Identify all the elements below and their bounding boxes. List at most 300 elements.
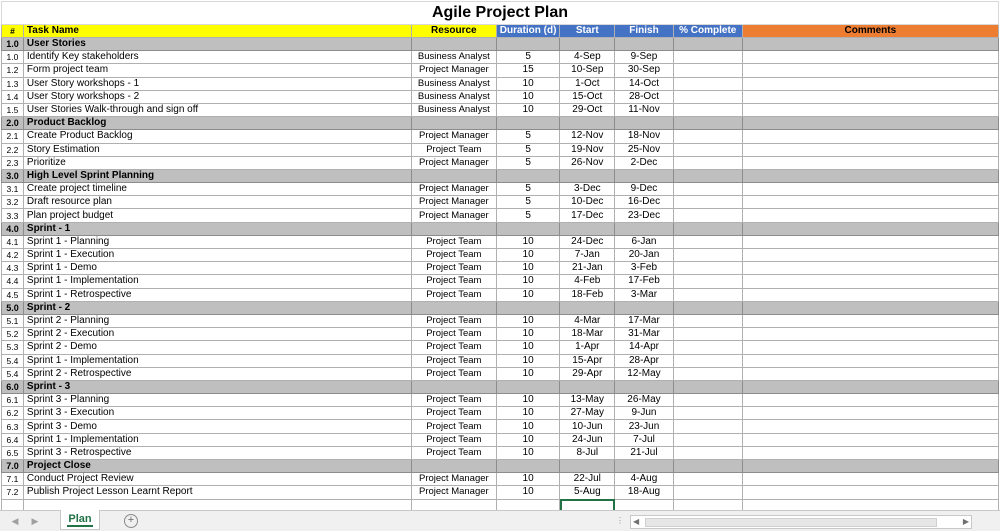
task-comments-cell[interactable] bbox=[742, 341, 998, 354]
task-resource-cell[interactable]: Project Team bbox=[411, 314, 496, 327]
task-resource-cell[interactable]: Project Team bbox=[411, 341, 496, 354]
task-comments-cell[interactable] bbox=[742, 354, 998, 367]
task-finish-date-cell[interactable]: 2-Dec bbox=[615, 156, 674, 169]
task-duration-cell[interactable]: 5 bbox=[496, 130, 560, 143]
section-finish-date-cell[interactable] bbox=[615, 380, 674, 393]
task-duration-cell[interactable]: 10 bbox=[496, 103, 560, 116]
task-start-date-cell[interactable]: 22-Jul bbox=[560, 473, 615, 486]
task-row-number-cell[interactable]: 1.3 bbox=[2, 77, 24, 90]
task-comments-cell[interactable] bbox=[742, 288, 998, 301]
task-resource-cell[interactable]: Project Team bbox=[411, 354, 496, 367]
task-comments-cell[interactable] bbox=[742, 328, 998, 341]
task-duration-cell[interactable]: 10 bbox=[496, 235, 560, 248]
task-resource-cell[interactable]: Project Manager bbox=[411, 209, 496, 222]
task-finish-date-cell[interactable]: 16-Dec bbox=[615, 196, 674, 209]
task-comments-cell[interactable] bbox=[742, 275, 998, 288]
task-duration-cell[interactable]: 10 bbox=[496, 394, 560, 407]
selected-cell[interactable] bbox=[560, 499, 615, 510]
task-finish-date-cell[interactable]: 26-May bbox=[615, 394, 674, 407]
task-percent-complete-cell[interactable] bbox=[673, 156, 742, 169]
task-finish-date-cell[interactable]: 25-Nov bbox=[615, 143, 674, 156]
task-start-date-cell[interactable]: 5-Aug bbox=[560, 486, 615, 499]
task-row-number-cell[interactable]: 2.2 bbox=[2, 143, 24, 156]
section-percent-complete-cell[interactable] bbox=[673, 301, 742, 314]
task-percent-complete-cell[interactable] bbox=[673, 209, 742, 222]
section-resource-cell[interactable] bbox=[411, 380, 496, 393]
task-start-date-cell[interactable]: 10-Dec bbox=[560, 196, 615, 209]
task-row-number-cell[interactable]: 3.1 bbox=[2, 183, 24, 196]
section-start-date-cell[interactable] bbox=[560, 380, 615, 393]
cell[interactable] bbox=[496, 499, 560, 510]
task-comments-cell[interactable] bbox=[742, 407, 998, 420]
task-resource-cell[interactable]: Business Analyst bbox=[411, 103, 496, 116]
task-finish-date-cell[interactable]: 17-Feb bbox=[615, 275, 674, 288]
task-percent-complete-cell[interactable] bbox=[673, 77, 742, 90]
task-percent-complete-cell[interactable] bbox=[673, 446, 742, 459]
task-start-date-cell[interactable]: 27-May bbox=[560, 407, 615, 420]
task-resource-cell[interactable]: Project Team bbox=[411, 367, 496, 380]
section-comments-cell[interactable] bbox=[742, 301, 998, 314]
task-row-number-cell[interactable]: 6.2 bbox=[2, 407, 24, 420]
task-resource-cell[interactable]: Project Manager bbox=[411, 183, 496, 196]
task-resource-cell[interactable]: Project Team bbox=[411, 262, 496, 275]
task-comments-cell[interactable] bbox=[742, 130, 998, 143]
task-task-name-cell[interactable]: Prioritize bbox=[23, 156, 411, 169]
task-task-name-cell[interactable]: Create Product Backlog bbox=[23, 130, 411, 143]
task-row-number-cell[interactable]: 4.3 bbox=[2, 262, 24, 275]
section-finish-date-cell[interactable] bbox=[615, 169, 674, 182]
task-resource-cell[interactable]: Business Analyst bbox=[411, 51, 496, 64]
section-comments-cell[interactable] bbox=[742, 169, 998, 182]
task-task-name-cell[interactable]: Sprint 1 - Planning bbox=[23, 235, 411, 248]
scroll-left-icon[interactable]: ◀ bbox=[633, 517, 640, 526]
task-finish-date-cell[interactable]: 14-Apr bbox=[615, 341, 674, 354]
task-resource-cell[interactable]: Project Team bbox=[411, 420, 496, 433]
section-row-number-cell[interactable]: 4.0 bbox=[2, 222, 24, 235]
task-percent-complete-cell[interactable] bbox=[673, 341, 742, 354]
task-row-number-cell[interactable]: 2.1 bbox=[2, 130, 24, 143]
section-duration-cell[interactable] bbox=[496, 460, 560, 473]
task-percent-complete-cell[interactable] bbox=[673, 354, 742, 367]
section-row-number-cell[interactable]: 6.0 bbox=[2, 380, 24, 393]
task-task-name-cell[interactable]: Sprint 2 - Retrospective bbox=[23, 367, 411, 380]
section-resource-cell[interactable] bbox=[411, 38, 496, 51]
task-row-number-cell[interactable]: 5.3 bbox=[2, 341, 24, 354]
task-comments-cell[interactable] bbox=[742, 77, 998, 90]
task-task-name-cell[interactable]: Identify Key stakeholders bbox=[23, 51, 411, 64]
task-percent-complete-cell[interactable] bbox=[673, 367, 742, 380]
task-comments-cell[interactable] bbox=[742, 103, 998, 116]
task-duration-cell[interactable]: 5 bbox=[496, 209, 560, 222]
task-percent-complete-cell[interactable] bbox=[673, 103, 742, 116]
task-duration-cell[interactable]: 15 bbox=[496, 64, 560, 77]
horizontal-scrollbar[interactable] bbox=[630, 515, 972, 529]
task-resource-cell[interactable]: Project Team bbox=[411, 249, 496, 262]
task-resource-cell[interactable]: Project Team bbox=[411, 275, 496, 288]
task-resource-cell[interactable]: Business Analyst bbox=[411, 90, 496, 103]
task-duration-cell[interactable]: 10 bbox=[496, 407, 560, 420]
task-resource-cell[interactable]: Project Team bbox=[411, 288, 496, 301]
task-duration-cell[interactable]: 5 bbox=[496, 183, 560, 196]
task-finish-date-cell[interactable]: 23-Jun bbox=[615, 420, 674, 433]
section-comments-cell[interactable] bbox=[742, 117, 998, 130]
task-row-number-cell[interactable]: 1.5 bbox=[2, 103, 24, 116]
task-duration-cell[interactable]: 5 bbox=[496, 143, 560, 156]
header-duration[interactable]: Duration (d) bbox=[496, 25, 560, 38]
task-row-number-cell[interactable]: 5.4 bbox=[2, 367, 24, 380]
task-start-date-cell[interactable]: 10-Sep bbox=[560, 64, 615, 77]
task-duration-cell[interactable]: 10 bbox=[496, 328, 560, 341]
task-comments-cell[interactable] bbox=[742, 367, 998, 380]
task-task-name-cell[interactable]: Sprint 3 - Execution bbox=[23, 407, 411, 420]
scrollbar-thumb[interactable] bbox=[645, 518, 937, 527]
task-row-number-cell[interactable]: 6.1 bbox=[2, 394, 24, 407]
task-finish-date-cell[interactable]: 18-Aug bbox=[615, 486, 674, 499]
task-start-date-cell[interactable]: 29-Oct bbox=[560, 103, 615, 116]
task-task-name-cell[interactable]: Publish Project Lesson Learnt Report bbox=[23, 486, 411, 499]
task-task-name-cell[interactable]: Sprint 3 - Retrospective bbox=[23, 446, 411, 459]
task-task-name-cell[interactable]: Sprint 1 - Implementation bbox=[23, 354, 411, 367]
task-task-name-cell[interactable]: Sprint 1 - Implementation bbox=[23, 275, 411, 288]
task-finish-date-cell[interactable]: 30-Sep bbox=[615, 64, 674, 77]
task-resource-cell[interactable]: Project Manager bbox=[411, 486, 496, 499]
task-duration-cell[interactable]: 10 bbox=[496, 314, 560, 327]
task-percent-complete-cell[interactable] bbox=[673, 143, 742, 156]
task-percent-complete-cell[interactable] bbox=[673, 196, 742, 209]
task-duration-cell[interactable]: 10 bbox=[496, 420, 560, 433]
cell[interactable] bbox=[2, 499, 24, 510]
task-finish-date-cell[interactable]: 21-Jul bbox=[615, 446, 674, 459]
task-task-name-cell[interactable]: Plan project budget bbox=[23, 209, 411, 222]
task-start-date-cell[interactable]: 15-Apr bbox=[560, 354, 615, 367]
section-resource-cell[interactable] bbox=[411, 169, 496, 182]
task-resource-cell[interactable]: Project Team bbox=[411, 143, 496, 156]
header-num[interactable]: # bbox=[2, 25, 24, 38]
task-row-number-cell[interactable]: 6.5 bbox=[2, 446, 24, 459]
task-resource-cell[interactable]: Project Manager bbox=[411, 473, 496, 486]
section-task-name-cell[interactable]: Project Close bbox=[23, 460, 411, 473]
task-duration-cell[interactable]: 10 bbox=[496, 446, 560, 459]
section-resource-cell[interactable] bbox=[411, 117, 496, 130]
sheet-tab-plan[interactable]: Plan bbox=[60, 510, 100, 530]
section-duration-cell[interactable] bbox=[496, 117, 560, 130]
triangle-right-icon[interactable]: ▶ bbox=[31, 516, 39, 526]
task-comments-cell[interactable] bbox=[742, 64, 998, 77]
task-task-name-cell[interactable]: Sprint 3 - Planning bbox=[23, 394, 411, 407]
task-comments-cell[interactable] bbox=[742, 156, 998, 169]
header-finish[interactable]: Finish bbox=[615, 25, 674, 38]
task-start-date-cell[interactable]: 21-Jan bbox=[560, 262, 615, 275]
task-start-date-cell[interactable]: 26-Nov bbox=[560, 156, 615, 169]
section-percent-complete-cell[interactable] bbox=[673, 117, 742, 130]
section-task-name-cell[interactable]: High Level Sprint Planning bbox=[23, 169, 411, 182]
task-start-date-cell[interactable]: 13-May bbox=[560, 394, 615, 407]
task-duration-cell[interactable]: 5 bbox=[496, 156, 560, 169]
task-percent-complete-cell[interactable] bbox=[673, 328, 742, 341]
task-start-date-cell[interactable]: 7-Jan bbox=[560, 249, 615, 262]
section-comments-cell[interactable] bbox=[742, 222, 998, 235]
task-finish-date-cell[interactable]: 31-Mar bbox=[615, 328, 674, 341]
section-row-number-cell[interactable]: 5.0 bbox=[2, 301, 24, 314]
section-task-name-cell[interactable]: User Stories bbox=[23, 38, 411, 51]
task-finish-date-cell[interactable]: 20-Jan bbox=[615, 249, 674, 262]
task-resource-cell[interactable]: Project Manager bbox=[411, 156, 496, 169]
cell[interactable] bbox=[673, 499, 742, 510]
task-start-date-cell[interactable]: 1-Apr bbox=[560, 341, 615, 354]
task-finish-date-cell[interactable]: 23-Dec bbox=[615, 209, 674, 222]
task-comments-cell[interactable] bbox=[742, 249, 998, 262]
task-start-date-cell[interactable]: 18-Mar bbox=[560, 328, 615, 341]
task-finish-date-cell[interactable]: 6-Jan bbox=[615, 235, 674, 248]
task-start-date-cell[interactable]: 29-Apr bbox=[560, 367, 615, 380]
task-task-name-cell[interactable]: Sprint 2 - Execution bbox=[23, 328, 411, 341]
section-finish-date-cell[interactable] bbox=[615, 117, 674, 130]
task-row-number-cell[interactable]: 4.4 bbox=[2, 275, 24, 288]
cell[interactable] bbox=[615, 499, 674, 510]
task-finish-date-cell[interactable]: 9-Dec bbox=[615, 183, 674, 196]
task-start-date-cell[interactable]: 4-Mar bbox=[560, 314, 615, 327]
task-percent-complete-cell[interactable] bbox=[673, 183, 742, 196]
section-row-number-cell[interactable]: 3.0 bbox=[2, 169, 24, 182]
section-start-date-cell[interactable] bbox=[560, 301, 615, 314]
task-duration-cell[interactable]: 5 bbox=[496, 196, 560, 209]
triangle-left-icon[interactable]: ◀ bbox=[11, 516, 19, 526]
task-task-name-cell[interactable]: Sprint 1 - Demo bbox=[23, 262, 411, 275]
task-duration-cell[interactable]: 10 bbox=[496, 90, 560, 103]
task-start-date-cell[interactable]: 24-Jun bbox=[560, 433, 615, 446]
task-task-name-cell[interactable]: Sprint 2 - Planning bbox=[23, 314, 411, 327]
task-task-name-cell[interactable]: Story Estimation bbox=[23, 143, 411, 156]
task-row-number-cell[interactable]: 5.4 bbox=[2, 354, 24, 367]
header-start[interactable]: Start bbox=[560, 25, 615, 38]
task-finish-date-cell[interactable]: 12-May bbox=[615, 367, 674, 380]
task-comments-cell[interactable] bbox=[742, 209, 998, 222]
task-resource-cell[interactable]: Project Team bbox=[411, 235, 496, 248]
section-resource-cell[interactable] bbox=[411, 222, 496, 235]
task-percent-complete-cell[interactable] bbox=[673, 433, 742, 446]
task-start-date-cell[interactable]: 8-Jul bbox=[560, 446, 615, 459]
task-finish-date-cell[interactable]: 17-Mar bbox=[615, 314, 674, 327]
cell[interactable] bbox=[742, 499, 998, 510]
section-percent-complete-cell[interactable] bbox=[673, 169, 742, 182]
task-task-name-cell[interactable]: Form project team bbox=[23, 64, 411, 77]
task-start-date-cell[interactable]: 4-Feb bbox=[560, 275, 615, 288]
task-percent-complete-cell[interactable] bbox=[673, 394, 742, 407]
page-title[interactable]: Agile Project Plan bbox=[2, 2, 999, 25]
task-comments-cell[interactable] bbox=[742, 183, 998, 196]
task-row-number-cell[interactable]: 6.4 bbox=[2, 433, 24, 446]
task-task-name-cell[interactable]: Sprint 1 - Execution bbox=[23, 249, 411, 262]
task-duration-cell[interactable]: 10 bbox=[496, 433, 560, 446]
task-finish-date-cell[interactable]: 18-Nov bbox=[615, 130, 674, 143]
task-task-name-cell[interactable]: Draft resource plan bbox=[23, 196, 411, 209]
task-row-number-cell[interactable]: 5.1 bbox=[2, 314, 24, 327]
task-resource-cell[interactable]: Project Team bbox=[411, 407, 496, 420]
task-percent-complete-cell[interactable] bbox=[673, 51, 742, 64]
task-comments-cell[interactable] bbox=[742, 473, 998, 486]
section-start-date-cell[interactable] bbox=[560, 169, 615, 182]
task-percent-complete-cell[interactable] bbox=[673, 249, 742, 262]
task-task-name-cell[interactable]: Sprint 1 - Implementation bbox=[23, 433, 411, 446]
task-duration-cell[interactable]: 10 bbox=[496, 367, 560, 380]
task-start-date-cell[interactable]: 3-Dec bbox=[560, 183, 615, 196]
task-start-date-cell[interactable]: 19-Nov bbox=[560, 143, 615, 156]
section-comments-cell[interactable] bbox=[742, 38, 998, 51]
task-start-date-cell[interactable]: 1-Oct bbox=[560, 77, 615, 90]
section-duration-cell[interactable] bbox=[496, 38, 560, 51]
section-row-number-cell[interactable]: 2.0 bbox=[2, 117, 24, 130]
task-row-number-cell[interactable]: 1.2 bbox=[2, 64, 24, 77]
task-percent-complete-cell[interactable] bbox=[673, 486, 742, 499]
task-resource-cell[interactable]: Project Team bbox=[411, 446, 496, 459]
task-comments-cell[interactable] bbox=[742, 196, 998, 209]
task-duration-cell[interactable]: 10 bbox=[496, 249, 560, 262]
task-row-number-cell[interactable]: 6.3 bbox=[2, 420, 24, 433]
task-row-number-cell[interactable]: 2.3 bbox=[2, 156, 24, 169]
task-percent-complete-cell[interactable] bbox=[673, 420, 742, 433]
task-resource-cell[interactable]: Project Team bbox=[411, 328, 496, 341]
task-finish-date-cell[interactable]: 14-Oct bbox=[615, 77, 674, 90]
section-finish-date-cell[interactable] bbox=[615, 38, 674, 51]
section-duration-cell[interactable] bbox=[496, 301, 560, 314]
section-start-date-cell[interactable] bbox=[560, 38, 615, 51]
ellipsis-vertical-icon[interactable]: ⋮ bbox=[616, 516, 624, 525]
task-row-number-cell[interactable]: 4.1 bbox=[2, 235, 24, 248]
task-resource-cell[interactable]: Business Analyst bbox=[411, 77, 496, 90]
task-resource-cell[interactable]: Project Team bbox=[411, 433, 496, 446]
task-comments-cell[interactable] bbox=[742, 143, 998, 156]
task-finish-date-cell[interactable]: 3-Mar bbox=[615, 288, 674, 301]
section-duration-cell[interactable] bbox=[496, 222, 560, 235]
task-finish-date-cell[interactable]: 28-Apr bbox=[615, 354, 674, 367]
section-percent-complete-cell[interactable] bbox=[673, 222, 742, 235]
task-comments-cell[interactable] bbox=[742, 420, 998, 433]
spreadsheet-grid[interactable] bbox=[1, 1, 999, 510]
section-resource-cell[interactable] bbox=[411, 460, 496, 473]
task-duration-cell[interactable]: 10 bbox=[496, 486, 560, 499]
task-row-number-cell[interactable]: 4.5 bbox=[2, 288, 24, 301]
task-start-date-cell[interactable]: 15-Oct bbox=[560, 90, 615, 103]
task-percent-complete-cell[interactable] bbox=[673, 314, 742, 327]
task-comments-cell[interactable] bbox=[742, 262, 998, 275]
section-task-name-cell[interactable]: Product Backlog bbox=[23, 117, 411, 130]
task-percent-complete-cell[interactable] bbox=[673, 407, 742, 420]
task-resource-cell[interactable]: Project Team bbox=[411, 394, 496, 407]
task-comments-cell[interactable] bbox=[742, 486, 998, 499]
section-task-name-cell[interactable]: Sprint - 1 bbox=[23, 222, 411, 235]
section-percent-complete-cell[interactable] bbox=[673, 460, 742, 473]
section-finish-date-cell[interactable] bbox=[615, 460, 674, 473]
task-percent-complete-cell[interactable] bbox=[673, 262, 742, 275]
section-start-date-cell[interactable] bbox=[560, 460, 615, 473]
header-task-name[interactable]: Task Name bbox=[23, 25, 411, 38]
task-comments-cell[interactable] bbox=[742, 235, 998, 248]
header-percent-complete[interactable]: % Complete bbox=[673, 25, 742, 38]
task-resource-cell[interactable]: Project Manager bbox=[411, 196, 496, 209]
task-start-date-cell[interactable]: 12-Nov bbox=[560, 130, 615, 143]
task-comments-cell[interactable] bbox=[742, 51, 998, 64]
section-comments-cell[interactable] bbox=[742, 460, 998, 473]
task-comments-cell[interactable] bbox=[742, 394, 998, 407]
cell[interactable] bbox=[411, 499, 496, 510]
scroll-right-icon[interactable]: ▶ bbox=[962, 517, 969, 526]
task-finish-date-cell[interactable]: 4-Aug bbox=[615, 473, 674, 486]
task-task-name-cell[interactable]: Sprint 1 - Retrospective bbox=[23, 288, 411, 301]
task-row-number-cell[interactable]: 1.0 bbox=[2, 51, 24, 64]
task-finish-date-cell[interactable]: 9-Sep bbox=[615, 51, 674, 64]
section-percent-complete-cell[interactable] bbox=[673, 380, 742, 393]
task-duration-cell[interactable]: 10 bbox=[496, 288, 560, 301]
header-comments[interactable]: Comments bbox=[742, 25, 998, 38]
section-row-number-cell[interactable]: 1.0 bbox=[2, 38, 24, 51]
section-duration-cell[interactable] bbox=[496, 169, 560, 182]
task-task-name-cell[interactable]: User Story workshops - 1 bbox=[23, 77, 411, 90]
task-task-name-cell[interactable]: Sprint 2 - Demo bbox=[23, 341, 411, 354]
section-row-number-cell[interactable]: 7.0 bbox=[2, 460, 24, 473]
section-finish-date-cell[interactable] bbox=[615, 222, 674, 235]
task-start-date-cell[interactable]: 18-Feb bbox=[560, 288, 615, 301]
task-row-number-cell[interactable]: 7.2 bbox=[2, 486, 24, 499]
task-duration-cell[interactable]: 10 bbox=[496, 77, 560, 90]
task-comments-cell[interactable] bbox=[742, 90, 998, 103]
task-task-name-cell[interactable]: Create project timeline bbox=[23, 183, 411, 196]
task-row-number-cell[interactable]: 3.3 bbox=[2, 209, 24, 222]
task-duration-cell[interactable]: 10 bbox=[496, 275, 560, 288]
task-comments-cell[interactable] bbox=[742, 314, 998, 327]
section-resource-cell[interactable] bbox=[411, 301, 496, 314]
task-percent-complete-cell[interactable] bbox=[673, 130, 742, 143]
plus-circle-icon[interactable]: + bbox=[124, 514, 138, 528]
section-start-date-cell[interactable] bbox=[560, 222, 615, 235]
task-duration-cell[interactable]: 10 bbox=[496, 354, 560, 367]
task-percent-complete-cell[interactable] bbox=[673, 90, 742, 103]
task-duration-cell[interactable]: 10 bbox=[496, 341, 560, 354]
section-finish-date-cell[interactable] bbox=[615, 301, 674, 314]
task-percent-complete-cell[interactable] bbox=[673, 288, 742, 301]
task-task-name-cell[interactable]: Sprint 3 - Demo bbox=[23, 420, 411, 433]
task-start-date-cell[interactable]: 10-Jun bbox=[560, 420, 615, 433]
task-task-name-cell[interactable]: User Stories Walk-through and sign off bbox=[23, 103, 411, 116]
task-duration-cell[interactable]: 5 bbox=[496, 51, 560, 64]
task-percent-complete-cell[interactable] bbox=[673, 235, 742, 248]
task-row-number-cell[interactable]: 4.2 bbox=[2, 249, 24, 262]
task-finish-date-cell[interactable]: 11-Nov bbox=[615, 103, 674, 116]
task-duration-cell[interactable]: 10 bbox=[496, 473, 560, 486]
task-start-date-cell[interactable]: 17-Dec bbox=[560, 209, 615, 222]
task-percent-complete-cell[interactable] bbox=[673, 275, 742, 288]
task-percent-complete-cell[interactable] bbox=[673, 64, 742, 77]
task-finish-date-cell[interactable]: 28-Oct bbox=[615, 90, 674, 103]
section-percent-complete-cell[interactable] bbox=[673, 38, 742, 51]
task-row-number-cell[interactable]: 5.2 bbox=[2, 328, 24, 341]
task-task-name-cell[interactable]: Conduct Project Review bbox=[23, 473, 411, 486]
task-start-date-cell[interactable]: 4-Sep bbox=[560, 51, 615, 64]
task-comments-cell[interactable] bbox=[742, 446, 998, 459]
section-task-name-cell[interactable]: Sprint - 3 bbox=[23, 380, 411, 393]
task-percent-complete-cell[interactable] bbox=[673, 473, 742, 486]
task-finish-date-cell[interactable]: 7-Jul bbox=[615, 433, 674, 446]
task-duration-cell[interactable]: 10 bbox=[496, 262, 560, 275]
task-finish-date-cell[interactable]: 9-Jun bbox=[615, 407, 674, 420]
task-row-number-cell[interactable]: 1.4 bbox=[2, 90, 24, 103]
task-task-name-cell[interactable]: User Story workshops - 2 bbox=[23, 90, 411, 103]
task-resource-cell[interactable]: Project Manager bbox=[411, 130, 496, 143]
section-start-date-cell[interactable] bbox=[560, 117, 615, 130]
section-task-name-cell[interactable]: Sprint - 2 bbox=[23, 301, 411, 314]
header-resource[interactable]: Resource bbox=[411, 25, 496, 38]
task-resource-cell[interactable]: Project Manager bbox=[411, 64, 496, 77]
task-comments-cell[interactable] bbox=[742, 433, 998, 446]
